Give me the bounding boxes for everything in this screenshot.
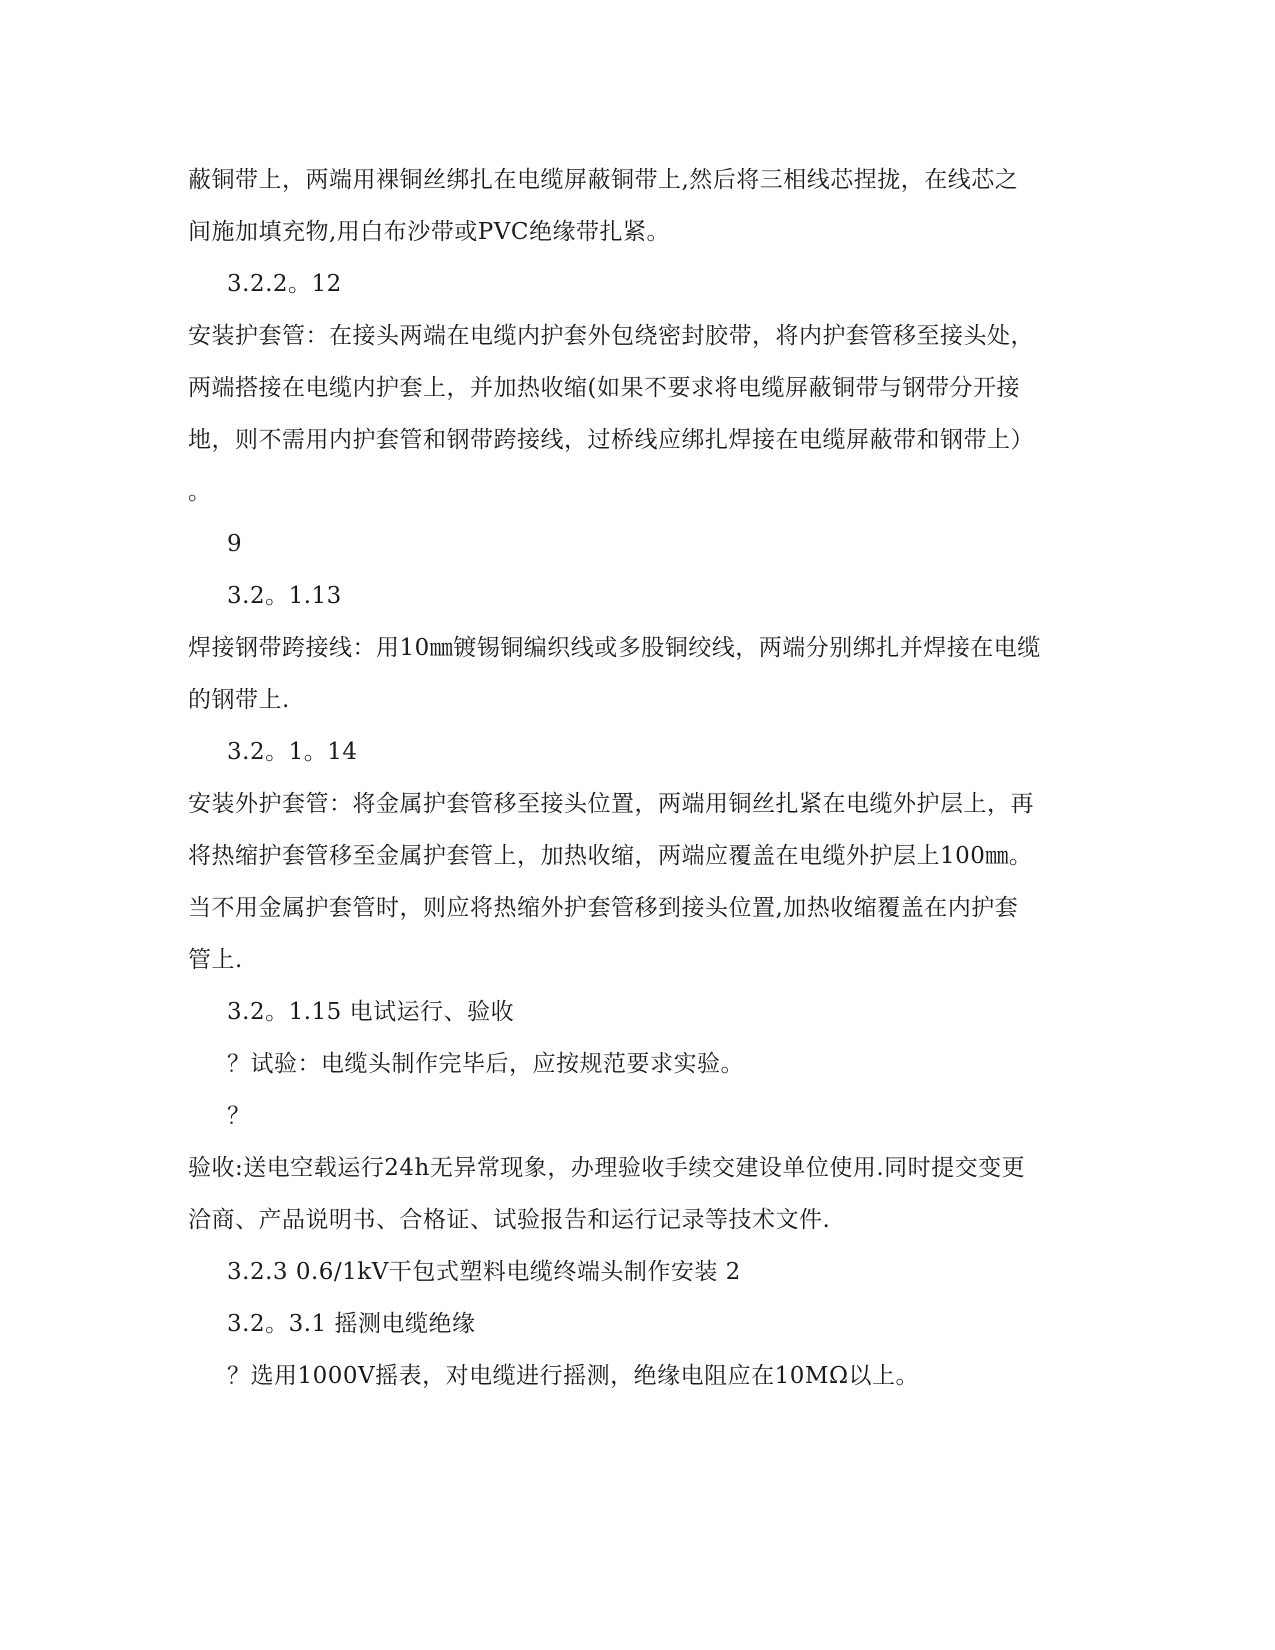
bullet-item: ？试验：电缆头制作完毕后，应按规范要求实验。 [227,1051,744,1077]
bullet-item: ？选用1000V摇表，对电缆进行摇测，绝缘电阻应在10MΩ以上。 [227,1363,920,1389]
body-text-line: 当不用金属护套管时，则应将热缩外护套管移到接头位置,加热收缩覆盖在内护套 [188,895,1019,921]
body-text-line: 安装护套管：在接头两端在电缆内护套外包绕密封胶带，将内护套管移至接头处， [188,323,1034,349]
section-heading: 3.2.3 0.6/1kV干包式塑料电缆终端头制作安装 2 [227,1259,741,1285]
section-heading: 3.2。3.1 摇测电缆绝缘 [227,1311,476,1337]
body-text-line: 地，则不需用内护套管和钢带跨接线，过桥线应绑扎焊接在电缆屏蔽带和钢带上） [188,427,1034,453]
section-number: 3.2。1。14 [227,739,358,765]
page-number: 9 [227,531,243,557]
body-text-line: 蔽铜带上，两端用裸铜丝绑扎在电缆屏蔽铜带上,然后将三相线芯捏拢，在线芯之 [188,167,1019,193]
body-text-line: 洽商、产品说明书、合格证、试验报告和运行记录等技术文件. [188,1207,831,1233]
body-text-line: 管上. [188,947,243,973]
body-text-line: 两端搭接在电缆内护套上，并加热收缩(如果不要求将电缆屏蔽铜带与钢带分开接 [188,375,1020,401]
body-text-line: 的钢带上. [188,687,290,713]
body-text-line: 安装外护套管：将金属护套管移至接头位置，两端用铜丝扎紧在电缆外护层上，再 [188,791,1034,817]
body-text-line: 将热缩护套管移至金属护套管上，加热收缩，两端应覆盖在电缆外护层上100㎜。 [188,843,1033,869]
body-text-line: 验收:送电空载运行24h无异常现象，办理验收手续交建设单位使用.同时提交变更 [188,1155,1026,1181]
section-number: 3.2.2。12 [227,271,342,297]
body-text-line: 间施加填充物,用白布沙带或PVC绝缘带扎紧。 [188,219,670,245]
body-text-line: 。 [188,479,212,505]
body-text-line: 焊接钢带跨接线：用10㎜镀锡铜编织线或多股铜绞线，两端分别绑扎并焊接在电缆 [188,635,1041,661]
section-number: 3.2。1.13 [227,583,342,609]
section-heading: 3.2。1.15 电试运行、验收 [227,999,515,1025]
bullet-marker: ？ [227,1103,251,1129]
